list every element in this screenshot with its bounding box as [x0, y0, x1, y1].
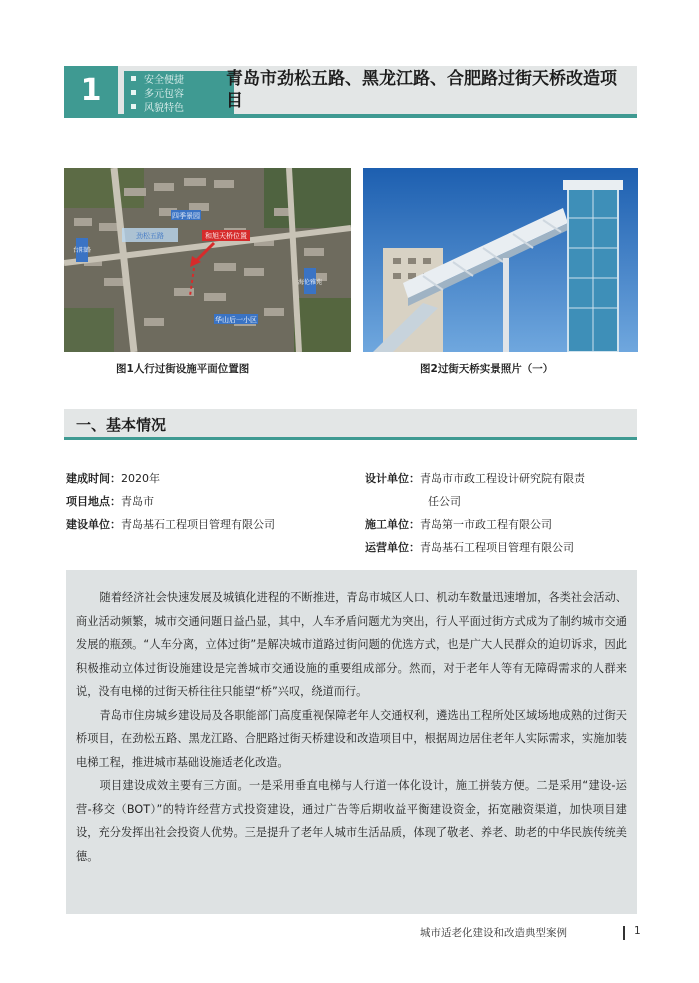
tag-list: [124, 71, 234, 114]
tag-item: 多元包容: [124, 86, 234, 99]
map-label: 劲松五路: [136, 232, 164, 240]
info-row: 项目地点：青岛市: [66, 495, 154, 508]
location-map-image: [64, 168, 351, 352]
page-number: 1: [634, 925, 641, 937]
section-title: 一、基本情况: [76, 416, 167, 434]
body-paragraph: 项目建设成效主要有三方面。一是采用垂直电梯与人行道一体化设计，施工拼装方便。二是采用“建设-运营-移交（BOT）”的特许经营方式投资建设，通过广告等后期收益平衡建设资金，拓宽融资渠道，加快项目建设，充分发挥出社会投资人优势。三是提升了老年人城市生活品质，体现了敬老、养老、助老的中华民族传统美德。: [76, 779, 627, 863]
tag-item: 风貌特色: [124, 100, 234, 113]
info-row: 施工单位：青岛第一市政工程有限公司: [365, 518, 552, 531]
info-row: 设计单位：青岛市市政工程设计研究院有限责: [365, 472, 585, 485]
map-label: 四季景园: [172, 212, 200, 220]
square-bullet-icon: [131, 90, 136, 95]
body-paragraph: 随着经济社会快速发展及城镇化进程的不断推进，青岛市城区人口、机动车数量迅速增加，各类社会活动、商业活动频繁，城市交通问题日益凸显，其中，人车矛盾问题尤为突出，行人平面过街方式成为了制约城市交通发展的瓶颈。“人车分离，立体过街”是解决城市道路过街问题的优选方式，也是广大人民群众的迫切诉求，因此积极推动立体过街设施建设是完善城市交通设施的重要组成部分。然而，对于老年人等有无障碍需求的人群来说，没有电梯的过街天桥往往只能望“桥”兴叹，绕道而行。: [76, 591, 627, 698]
header-banner: [64, 66, 637, 118]
case-number: 1: [64, 66, 118, 114]
figure2-caption: 图2过街天桥实景照片（一）: [420, 363, 554, 375]
section-heading: [64, 409, 637, 440]
info-row: 运营单位：青岛基石工程项目管理有限公司: [365, 541, 574, 554]
map-label: 台阳路: [72, 247, 92, 254]
figure1-caption: 图1人行过街设施平面位置图: [116, 363, 250, 375]
tag-item: 安全便捷: [124, 72, 234, 85]
page-title: 青岛市劲松五路、黑龙江路、合肥路过街天桥改造项目: [226, 69, 617, 111]
body-paragraph: 青岛市住房城乡建设局及各职能部门高度重视保障老年人交通权利，遴选出工程所处区域场地成熟的过街天桥项目，在劲松五路、黑龙江路、合肥路过街天桥建设和改造项目中，根据周边居住老年人实际需求，实施加装电梯工程，推进城市基础设施适老化改造。: [76, 708, 627, 769]
map-label: 和旭天桥位置: [205, 232, 247, 240]
bridge-photo-image: [363, 168, 638, 352]
square-bullet-icon: [131, 104, 136, 109]
info-row-continued: 任公司: [428, 495, 461, 508]
project-info-right: [365, 467, 635, 559]
map-label: 华山后一小区: [215, 316, 257, 324]
project-info-left: [66, 467, 356, 536]
body-text-box: [66, 570, 637, 914]
square-bullet-icon: [131, 76, 136, 81]
info-row: 建设单位：青岛基石工程项目管理有限公司: [66, 518, 275, 531]
info-row: 建成时间：2020年: [66, 472, 160, 485]
footer-title: 城市适老化建设和改造典型案例: [420, 927, 567, 939]
map-label: 海伦雅苑: [297, 279, 323, 286]
footer-divider: [623, 926, 625, 940]
